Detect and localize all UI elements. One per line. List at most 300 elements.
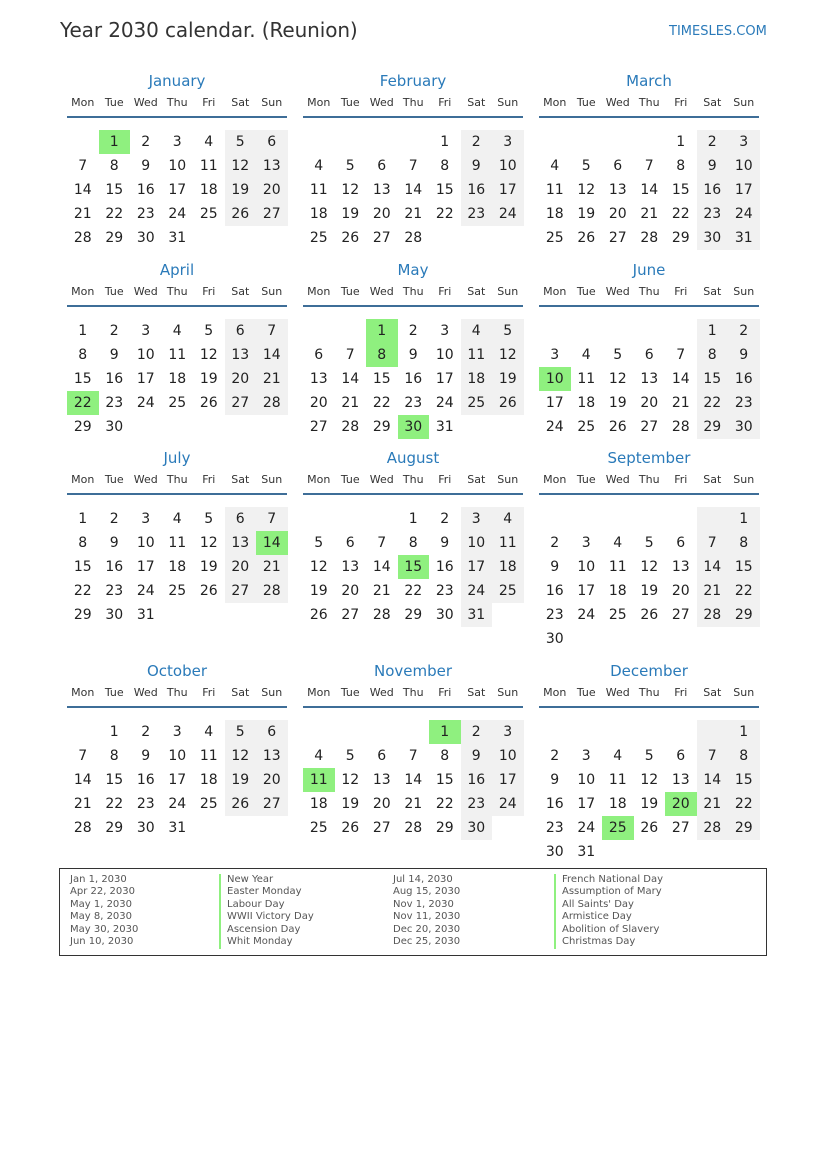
- weekend-day-cell: 26: [225, 202, 257, 226]
- day-cell: 10: [136, 347, 155, 363]
- day-cell: 11: [545, 182, 564, 198]
- weekend-day-cell: 21: [256, 367, 288, 391]
- weekday-header: Sun: [261, 285, 283, 298]
- weekday-header: Thu: [166, 96, 188, 109]
- day-cell: 28: [640, 230, 659, 246]
- weekend-day-cell: 22: [697, 391, 729, 415]
- day-cell: 15: [105, 182, 124, 198]
- weekend-day-cell: 14: [256, 343, 288, 367]
- day-cell: 26: [341, 230, 360, 246]
- weekend-day-cell: 17: [461, 555, 493, 579]
- holiday-day-cell: 30: [398, 415, 430, 439]
- day-cell: 18: [168, 559, 187, 575]
- day-cell: 15: [73, 559, 92, 575]
- day-cell: 23: [545, 607, 564, 623]
- weekday-header: Sat: [231, 96, 250, 109]
- day-cell: 28: [73, 230, 92, 246]
- day-cell: 6: [676, 535, 686, 551]
- day-cell: 14: [73, 772, 92, 788]
- day-cell: 5: [644, 535, 654, 551]
- day-cell: 16: [136, 182, 155, 198]
- day-cell: 19: [199, 559, 218, 575]
- weekday-header: Fri: [674, 96, 688, 109]
- weekday-header: Tue: [576, 96, 596, 109]
- weekday-header: Wed: [605, 686, 630, 699]
- day-cell: 13: [671, 772, 690, 788]
- holiday-name: New Year: [219, 874, 273, 887]
- weekend-day-cell: 21: [697, 792, 729, 816]
- day-cell: 6: [377, 748, 387, 764]
- month-divider: [67, 305, 287, 307]
- day-cell: 2: [440, 511, 450, 527]
- weekend-day-cell: 2: [728, 319, 760, 343]
- weekday-header: Mon: [307, 473, 331, 486]
- day-cell: 23: [105, 395, 124, 411]
- day-cell: 31: [168, 820, 187, 836]
- day-cell: 14: [404, 182, 423, 198]
- weekend-day-cell: 5: [225, 720, 257, 744]
- weekday-header: Wed: [605, 285, 630, 298]
- weekday-header: Fri: [438, 96, 452, 109]
- weekend-day-cell: 3: [492, 130, 524, 154]
- weekend-day-cell: 26: [492, 391, 524, 415]
- day-cell: 3: [172, 134, 182, 150]
- day-cell: 29: [435, 820, 454, 836]
- day-cell: 30: [545, 631, 564, 647]
- weekend-day-cell: 1: [728, 507, 760, 531]
- day-cell: 10: [136, 535, 155, 551]
- holiday-name: WWII Victory Day: [219, 911, 314, 924]
- day-cell: 26: [608, 419, 627, 435]
- day-cell: 8: [676, 158, 686, 174]
- month-name: July: [163, 449, 191, 467]
- day-cell: 12: [640, 559, 659, 575]
- weekend-day-cell: 19: [225, 768, 257, 792]
- day-cell: 5: [204, 323, 214, 339]
- day-cell: 5: [345, 158, 355, 174]
- weekday-header: Mon: [71, 473, 95, 486]
- weekend-day-cell: 30: [728, 415, 760, 439]
- day-cell: 25: [577, 419, 596, 435]
- holiday-day-cell: 14: [256, 531, 288, 555]
- day-cell: 25: [309, 820, 328, 836]
- weekend-day-cell: 9: [728, 343, 760, 367]
- month-name: February: [379, 72, 447, 90]
- day-cell: 11: [199, 158, 218, 174]
- day-cell: 10: [168, 158, 187, 174]
- weekend-day-cell: 4: [492, 507, 524, 531]
- site-link[interactable]: TIMESLES.COM: [669, 24, 767, 39]
- day-cell: 18: [545, 206, 564, 222]
- weekday-header: Mon: [71, 96, 95, 109]
- weekend-day-cell: 27: [256, 202, 288, 226]
- day-cell: 31: [136, 607, 155, 623]
- day-cell: 22: [435, 206, 454, 222]
- day-cell: 27: [372, 230, 391, 246]
- day-cell: 24: [168, 796, 187, 812]
- day-cell: 20: [309, 395, 328, 411]
- holiday-date: Jan 1, 2030: [70, 874, 127, 885]
- day-cell: 25: [199, 206, 218, 222]
- month-divider: [539, 706, 759, 708]
- weekend-day-cell: 13: [225, 531, 257, 555]
- weekend-day-cell: 26: [225, 792, 257, 816]
- day-cell: 12: [199, 535, 218, 551]
- day-cell: 2: [109, 511, 119, 527]
- weekend-day-cell: 31: [728, 226, 760, 250]
- day-cell: 23: [404, 395, 423, 411]
- day-cell: 28: [341, 419, 360, 435]
- day-cell: 7: [78, 158, 88, 174]
- weekend-day-cell: 23: [461, 202, 493, 226]
- day-cell: 21: [73, 796, 92, 812]
- day-cell: 9: [109, 535, 119, 551]
- weekend-day-cell: 10: [492, 744, 524, 768]
- day-cell: 29: [105, 230, 124, 246]
- weekend-day-cell: 28: [256, 391, 288, 415]
- weekend-day-cell: 13: [225, 343, 257, 367]
- weekday-header: Sun: [497, 96, 519, 109]
- day-cell: 7: [676, 347, 686, 363]
- weekend-day-cell: 30: [697, 226, 729, 250]
- day-cell: 12: [309, 559, 328, 575]
- day-cell: 17: [577, 796, 596, 812]
- day-cell: 13: [372, 182, 391, 198]
- weekend-day-cell: 7: [256, 507, 288, 531]
- day-cell: 28: [671, 419, 690, 435]
- weekend-day-cell: 18: [492, 555, 524, 579]
- day-cell: 30: [136, 230, 155, 246]
- day-cell: 16: [545, 583, 564, 599]
- weekday-header: Wed: [369, 686, 394, 699]
- month-name: May: [397, 261, 429, 279]
- weekend-day-cell: 14: [697, 768, 729, 792]
- holiday-name: Christmas Day: [554, 936, 635, 949]
- day-cell: 15: [372, 371, 391, 387]
- day-cell: 7: [78, 748, 88, 764]
- weekend-day-cell: 29: [728, 816, 760, 840]
- day-cell: 14: [341, 371, 360, 387]
- weekday-header: Thu: [166, 285, 188, 298]
- day-cell: 31: [168, 230, 187, 246]
- weekday-header: Mon: [543, 285, 567, 298]
- holiday-name: Ascension Day: [219, 924, 300, 937]
- day-cell: 12: [640, 772, 659, 788]
- weekend-day-cell: 5: [225, 130, 257, 154]
- day-cell: 22: [404, 583, 423, 599]
- holiday-date: Jul 14, 2030: [393, 874, 453, 885]
- day-cell: 3: [550, 347, 560, 363]
- day-cell: 18: [577, 395, 596, 411]
- weekday-header: Fri: [202, 473, 216, 486]
- weekend-day-cell: 15: [728, 555, 760, 579]
- day-cell: 4: [314, 158, 324, 174]
- day-cell: 26: [640, 607, 659, 623]
- day-cell: 25: [199, 796, 218, 812]
- holiday-name: Abolition of Slavery: [554, 924, 659, 937]
- day-cell: 13: [640, 371, 659, 387]
- day-cell: 22: [435, 796, 454, 812]
- weekday-header: Sat: [703, 285, 722, 298]
- weekend-day-cell: 30: [461, 816, 493, 840]
- day-cell: 25: [168, 395, 187, 411]
- day-cell: 24: [435, 395, 454, 411]
- month-divider: [303, 706, 523, 708]
- weekend-day-cell: 20: [225, 367, 257, 391]
- day-cell: 3: [172, 724, 182, 740]
- holiday-day-cell: 15: [398, 555, 430, 579]
- day-cell: 28: [404, 230, 423, 246]
- holiday-name: Assumption of Mary: [554, 886, 662, 899]
- weekday-header: Sun: [497, 473, 519, 486]
- weekday-header: Sun: [733, 285, 755, 298]
- day-cell: 20: [640, 395, 659, 411]
- day-cell: 16: [105, 371, 124, 387]
- day-cell: 9: [141, 158, 151, 174]
- day-cell: 13: [341, 559, 360, 575]
- weekend-day-cell: 11: [492, 531, 524, 555]
- weekday-header: Sun: [261, 96, 283, 109]
- day-cell: 8: [109, 748, 119, 764]
- holiday-date: Jun 10, 2030: [70, 936, 134, 947]
- weekend-day-cell: 6: [225, 507, 257, 531]
- weekend-day-cell: 2: [461, 720, 493, 744]
- weekday-header: Wed: [605, 473, 630, 486]
- weekday-header: Tue: [576, 686, 596, 699]
- day-cell: 6: [644, 347, 654, 363]
- weekend-day-cell: 3: [492, 720, 524, 744]
- day-cell: 15: [435, 772, 454, 788]
- day-cell: 4: [204, 724, 214, 740]
- day-cell: 30: [435, 607, 454, 623]
- day-cell: 29: [73, 419, 92, 435]
- day-cell: 11: [608, 772, 627, 788]
- holiday-date: Dec 25, 2030: [393, 936, 461, 947]
- day-cell: 20: [372, 206, 391, 222]
- day-cell: 29: [372, 419, 391, 435]
- day-cell: 13: [372, 772, 391, 788]
- day-cell: 21: [341, 395, 360, 411]
- day-cell: 14: [73, 182, 92, 198]
- day-cell: 15: [105, 772, 124, 788]
- day-cell: 27: [671, 820, 690, 836]
- holiday-name: French National Day: [554, 874, 663, 887]
- weekday-header: Thu: [166, 473, 188, 486]
- day-cell: 3: [141, 323, 151, 339]
- day-cell: 9: [109, 347, 119, 363]
- weekday-header: Thu: [402, 686, 424, 699]
- weekend-day-cell: 3: [461, 507, 493, 531]
- day-cell: 4: [613, 748, 623, 764]
- day-cell: 27: [372, 820, 391, 836]
- day-cell: 28: [372, 607, 391, 623]
- weekend-day-cell: 9: [461, 744, 493, 768]
- day-cell: 23: [136, 206, 155, 222]
- weekday-header: Sat: [703, 473, 722, 486]
- day-cell: 8: [440, 748, 450, 764]
- weekday-header: Thu: [402, 285, 424, 298]
- weekday-header: Mon: [543, 686, 567, 699]
- day-cell: 17: [136, 371, 155, 387]
- weekend-day-cell: 22: [728, 792, 760, 816]
- weekend-day-cell: 8: [697, 343, 729, 367]
- day-cell: 21: [671, 395, 690, 411]
- month-divider: [67, 706, 287, 708]
- weekday-header: Tue: [340, 285, 360, 298]
- day-cell: 31: [577, 844, 596, 860]
- day-cell: 5: [613, 347, 623, 363]
- empty-weekend-cell: [697, 507, 729, 531]
- day-cell: 21: [73, 206, 92, 222]
- day-cell: 16: [105, 559, 124, 575]
- day-cell: 21: [372, 583, 391, 599]
- day-cell: 2: [141, 724, 151, 740]
- weekday-header: Fri: [438, 473, 452, 486]
- holiday-name: Whit Monday: [219, 936, 293, 949]
- month-name: January: [148, 72, 206, 90]
- holiday-name: Labour Day: [219, 899, 285, 912]
- day-cell: 26: [640, 820, 659, 836]
- day-cell: 8: [78, 535, 88, 551]
- weekday-header: Sat: [231, 686, 250, 699]
- weekend-day-cell: 28: [697, 816, 729, 840]
- day-cell: 6: [377, 158, 387, 174]
- day-cell: 10: [577, 772, 596, 788]
- weekend-day-cell: 25: [492, 579, 524, 603]
- month-name: September: [607, 449, 691, 467]
- day-cell: 18: [168, 371, 187, 387]
- day-cell: 31: [435, 419, 454, 435]
- day-cell: 16: [435, 559, 454, 575]
- weekday-header: Fri: [438, 686, 452, 699]
- day-cell: 4: [613, 535, 623, 551]
- day-cell: 4: [204, 134, 214, 150]
- day-cell: 9: [141, 748, 151, 764]
- day-cell: 4: [581, 347, 591, 363]
- page-title: Year 2030 calendar. (Reunion): [60, 18, 358, 42]
- weekend-day-cell: 7: [697, 531, 729, 555]
- holiday-day-cell: 1: [366, 319, 398, 343]
- month-divider: [303, 493, 523, 495]
- month-name: November: [373, 662, 453, 680]
- day-cell: 7: [408, 158, 418, 174]
- day-cell: 9: [550, 559, 560, 575]
- holiday-day-cell: 25: [602, 816, 634, 840]
- holiday-name: Armistice Day: [554, 911, 632, 924]
- weekend-day-cell: 9: [697, 154, 729, 178]
- weekend-day-cell: 5: [492, 319, 524, 343]
- day-cell: 24: [168, 206, 187, 222]
- day-cell: 19: [199, 371, 218, 387]
- day-cell: 6: [676, 748, 686, 764]
- weekday-header: Tue: [340, 686, 360, 699]
- weekend-day-cell: 10: [461, 531, 493, 555]
- month-divider: [539, 493, 759, 495]
- weekday-header: Wed: [133, 473, 158, 486]
- day-cell: 26: [199, 583, 218, 599]
- month-name: June: [632, 261, 666, 279]
- day-cell: 6: [314, 347, 324, 363]
- day-cell: 9: [440, 535, 450, 551]
- day-cell: 5: [204, 511, 214, 527]
- weekday-header: Thu: [166, 686, 188, 699]
- day-cell: 25: [309, 230, 328, 246]
- day-cell: 2: [109, 323, 119, 339]
- weekend-day-cell: 15: [728, 768, 760, 792]
- weekday-header: Mon: [307, 686, 331, 699]
- day-cell: 22: [105, 796, 124, 812]
- day-cell: 17: [168, 772, 187, 788]
- holiday-name: Easter Monday: [219, 886, 302, 899]
- day-cell: 23: [545, 820, 564, 836]
- weekend-day-cell: 14: [697, 555, 729, 579]
- weekday-header: Sun: [733, 96, 755, 109]
- day-cell: 27: [671, 607, 690, 623]
- day-cell: 19: [309, 583, 328, 599]
- day-cell: 8: [440, 158, 450, 174]
- day-cell: 13: [608, 182, 627, 198]
- weekend-day-cell: 16: [697, 178, 729, 202]
- day-cell: 9: [408, 347, 418, 363]
- month-name: March: [626, 72, 672, 90]
- day-cell: 28: [404, 820, 423, 836]
- day-cell: 19: [640, 796, 659, 812]
- weekday-header: Tue: [576, 285, 596, 298]
- weekend-day-cell: 17: [728, 178, 760, 202]
- day-cell: 3: [141, 511, 151, 527]
- weekend-day-cell: 16: [728, 367, 760, 391]
- day-cell: 13: [671, 559, 690, 575]
- weekday-header: Wed: [369, 96, 394, 109]
- weekday-header: Wed: [605, 96, 630, 109]
- day-cell: 15: [671, 182, 690, 198]
- weekday-header: Sun: [733, 473, 755, 486]
- day-cell: 22: [372, 395, 391, 411]
- month-name: August: [386, 449, 440, 467]
- day-cell: 16: [136, 772, 155, 788]
- month-name: April: [159, 261, 195, 279]
- weekend-day-cell: 4: [461, 319, 493, 343]
- holiday-date: May 8, 2030: [70, 911, 133, 923]
- day-cell: 20: [671, 583, 690, 599]
- day-cell: 2: [550, 535, 560, 551]
- weekend-day-cell: 20: [225, 555, 257, 579]
- weekend-day-cell: 29: [728, 603, 760, 627]
- holiday-date: Nov 1, 2030: [393, 898, 454, 910]
- weekend-day-cell: 18: [461, 367, 493, 391]
- day-cell: 25: [608, 607, 627, 623]
- weekend-day-cell: 21: [697, 579, 729, 603]
- weekend-day-cell: 10: [492, 154, 524, 178]
- day-cell: 22: [105, 206, 124, 222]
- holiday-day-cell: 1: [99, 130, 131, 154]
- day-cell: 21: [404, 796, 423, 812]
- weekday-header: Sat: [231, 473, 250, 486]
- day-cell: 23: [435, 583, 454, 599]
- weekend-day-cell: 7: [256, 319, 288, 343]
- day-cell: 18: [309, 206, 328, 222]
- day-cell: 18: [199, 182, 218, 198]
- weekday-header: Sun: [261, 686, 283, 699]
- weekday-header: Mon: [71, 686, 95, 699]
- weekend-day-cell: 9: [461, 154, 493, 178]
- day-cell: 11: [577, 371, 596, 387]
- weekend-day-cell: 6: [256, 720, 288, 744]
- day-cell: 29: [671, 230, 690, 246]
- weekday-header: Sat: [703, 96, 722, 109]
- weekend-day-cell: 7: [697, 744, 729, 768]
- holiday-day-cell: 22: [67, 391, 99, 415]
